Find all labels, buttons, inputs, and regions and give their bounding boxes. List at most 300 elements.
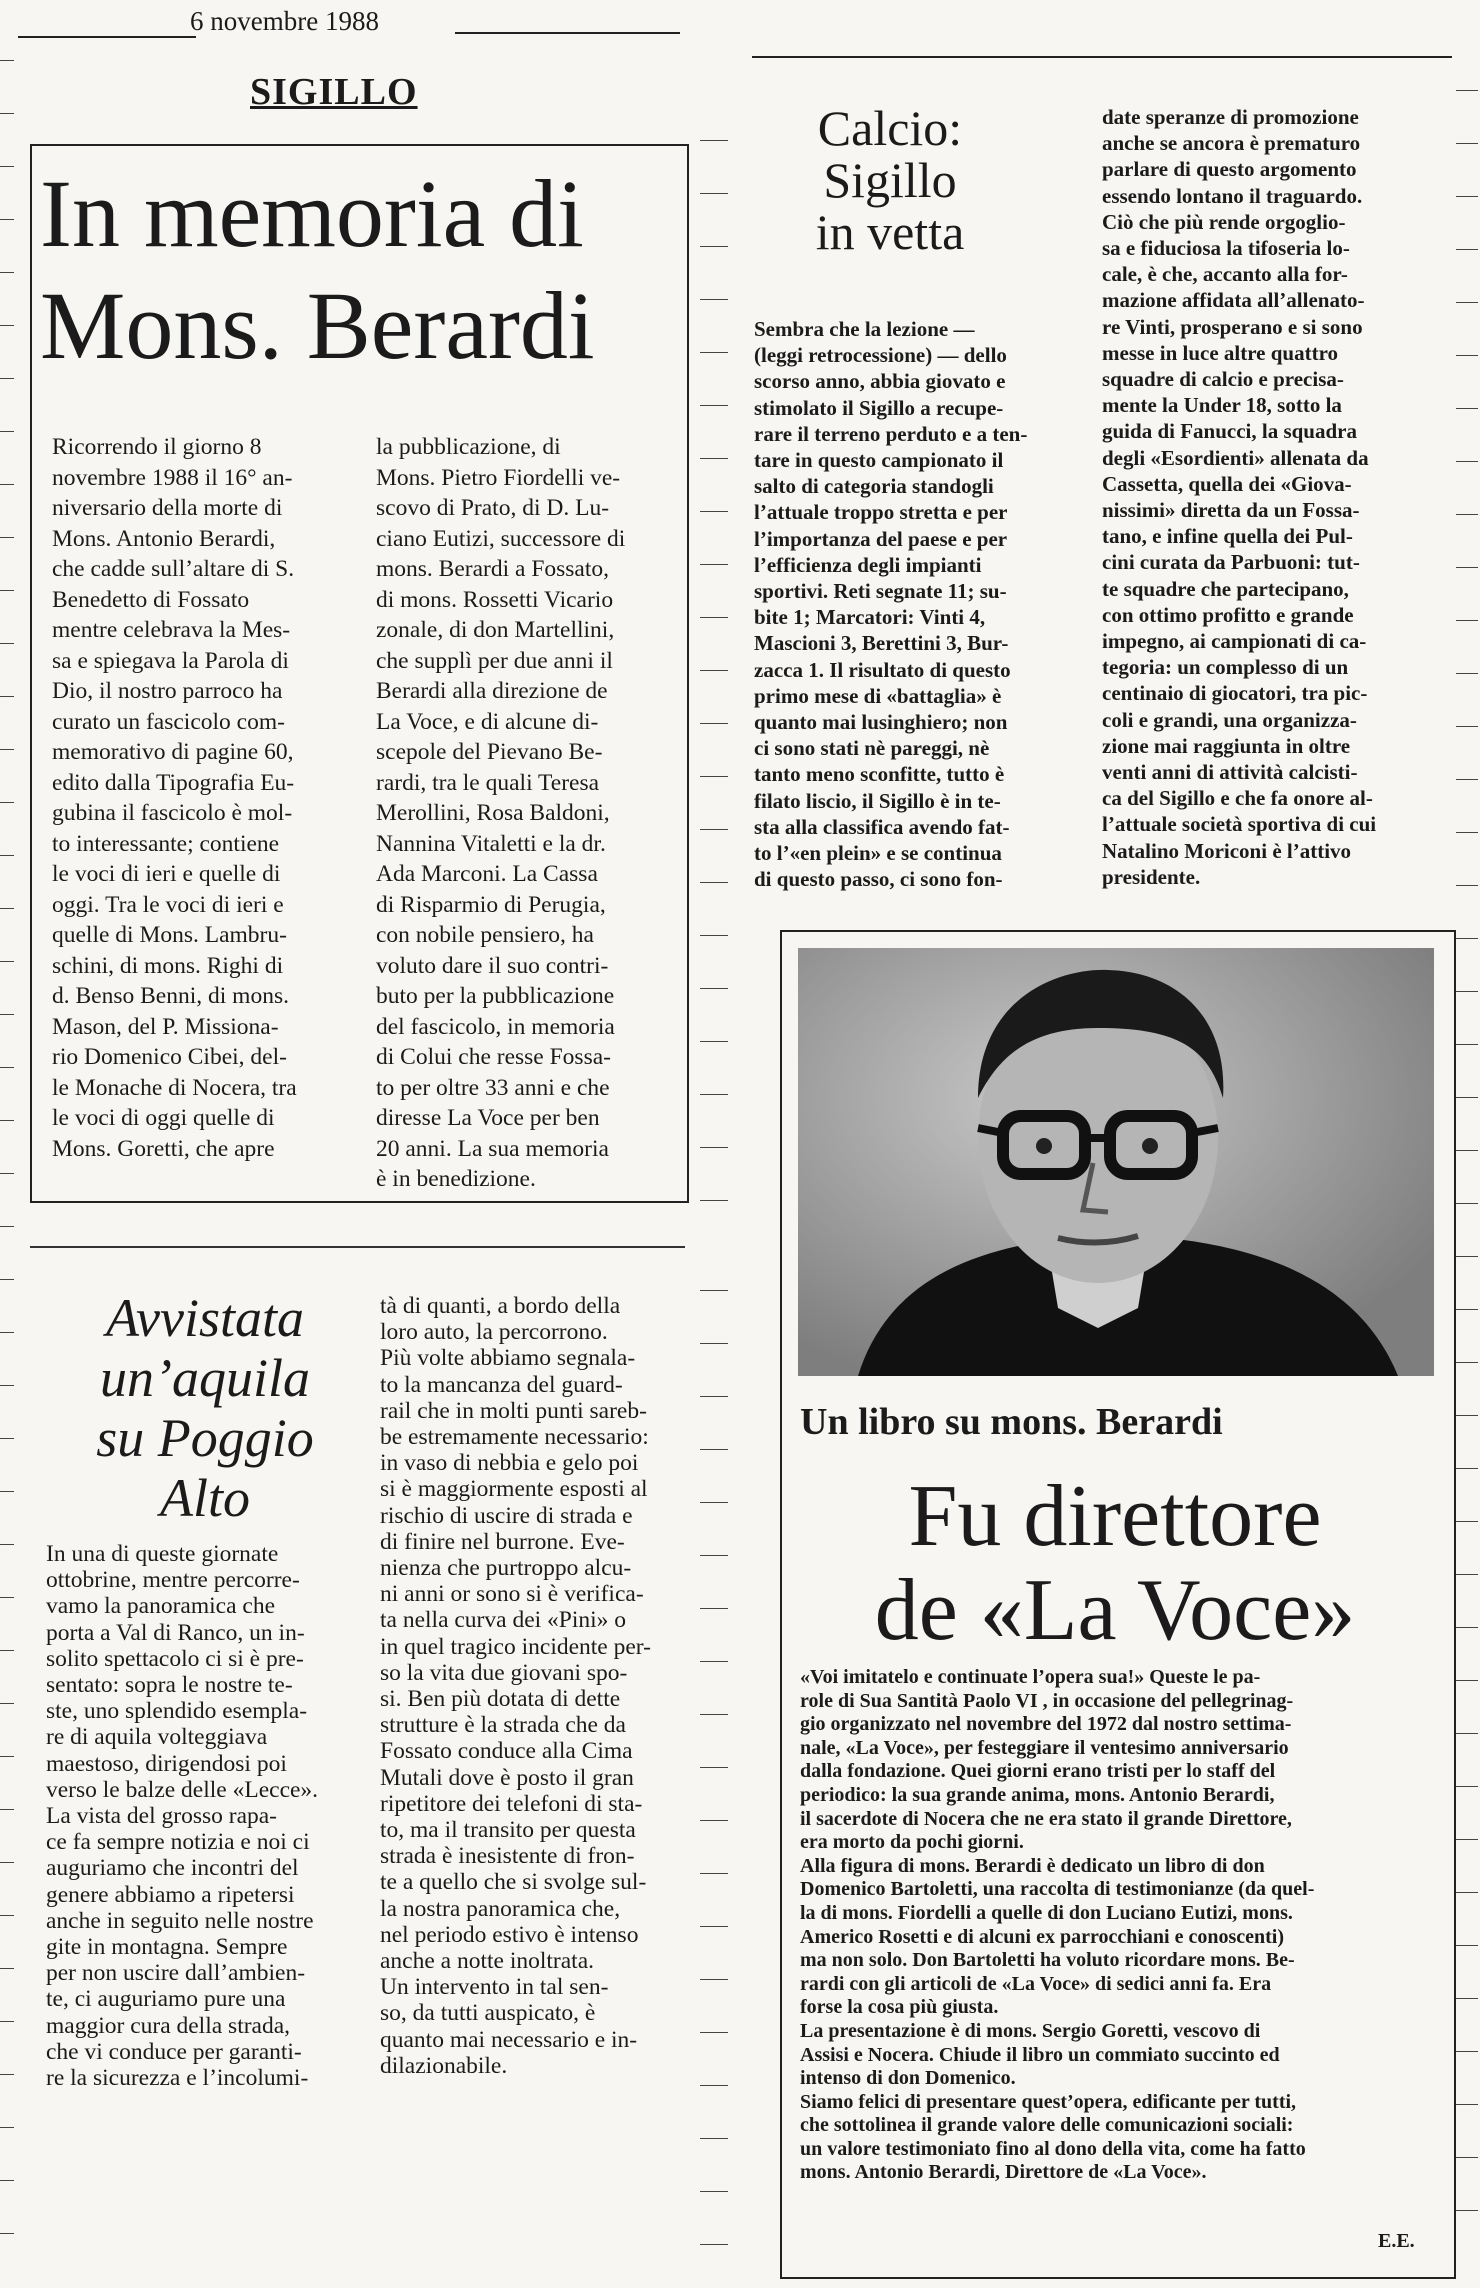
text-line: gite in montagna. Sempre <box>46 1934 288 1961</box>
text-line: ripetitore dei telefoni di sta- <box>380 1790 643 1817</box>
margin-tick <box>1456 143 1478 144</box>
margin-tick <box>700 1094 728 1095</box>
text-line: intenso di don Domenico. <box>800 2067 1016 2090</box>
headline-line: Calcio: <box>817 100 963 156</box>
text-line: che sottolinea il grande valore delle comunicazioni sociali: <box>800 2114 1294 2137</box>
text-line: re la sicurezza e l’incolumi- <box>46 2065 309 2092</box>
text-line: tanto meno sconfitte, tutto è <box>754 762 1005 787</box>
article-column <box>1102 104 1376 890</box>
margin-tick <box>1456 1309 1478 1310</box>
rule <box>18 36 196 38</box>
text-line: oggi. Tra le voci di ieri e <box>52 891 284 918</box>
text-line: ci sono stati nè pareggi, nè <box>754 736 990 761</box>
text-line: centinaio di giocatori, tra pic- <box>1102 681 1368 706</box>
margin-tick <box>1456 514 1478 515</box>
text-line: di questo passo, ci sono fon- <box>754 867 1003 892</box>
text-line: to l’«en plein» e se continua <box>754 841 1002 866</box>
margin-tick <box>0 643 14 644</box>
text-line: periodico: la sua grande anima, mons. Antonio Berardi, <box>800 1783 1275 1806</box>
text-line: salto di categoria standogli <box>754 474 994 499</box>
text-line: che cadde sull’altare di S. <box>52 556 295 582</box>
margin-tick <box>0 272 14 273</box>
text-line: to, ma il transito per questa <box>380 1817 636 1844</box>
text-line: Dio, il nostro parroco ha <box>52 678 283 704</box>
margin-tick <box>1456 1415 1478 1416</box>
text-line: le Monache di Nocera, tra <box>52 1074 297 1101</box>
portrait-photo-icon <box>798 948 1434 1376</box>
date-line: 6 novembre 1988 <box>190 6 379 36</box>
margin-tick <box>700 299 728 300</box>
headline-line: Avvistata <box>106 1288 304 1348</box>
text-line: zione mai raggiunta in oltre <box>1102 733 1351 758</box>
text-line: mons. Berardi a Fossato, <box>376 556 610 582</box>
margin-tick <box>0 1968 14 1969</box>
rule <box>752 56 1452 58</box>
text-line: strada è inesistente di fron- <box>380 1843 635 1870</box>
text-line: mentre celebrava la Mes- <box>52 617 291 643</box>
margin-tick <box>1456 1945 1478 1946</box>
text-line: sportivi. Reti segnate 11; su- <box>754 579 1007 604</box>
text-line: Ada Marconi. La Cassa <box>376 861 598 887</box>
margin-tick <box>1456 1203 1478 1204</box>
margin-tick <box>1456 673 1478 674</box>
article-column <box>46 1541 318 2091</box>
headline-line: de «La Voce» <box>874 1562 1356 1659</box>
margin-tick <box>700 352 728 353</box>
margin-tick <box>1456 408 1478 409</box>
text-line: di Colui che resse Fossa- <box>376 1044 611 1070</box>
text-line: re Vinti, prosperano e si sono <box>1102 314 1363 339</box>
text-line: genere abbiamo a ripetersi <box>46 1881 295 1908</box>
text-line: curato un fascicolo com- <box>52 708 285 735</box>
text-line: di finire nel burrone. Eve- <box>380 1528 625 1555</box>
signature: E.E. <box>1378 2230 1415 2252</box>
text-line: Un intervento in tal sen- <box>380 1974 609 2001</box>
text-line: parlare di questo argomento <box>1102 157 1357 182</box>
text-line: le voci di oggi quelle di <box>52 1105 275 1131</box>
text-line: filato liscio, il Sigillo è in te- <box>754 788 1001 813</box>
text-line: che vi conduce per garanti- <box>46 2038 302 2065</box>
text-line: maestoso, dirigendosi poi <box>46 1750 287 1777</box>
margin-tick <box>700 723 728 724</box>
margin-tick <box>1456 1892 1478 1893</box>
rule <box>455 32 680 34</box>
margin-tick <box>1456 620 1478 621</box>
text-line: ni anni or sono si è verifica- <box>380 1581 644 1608</box>
margin-tick <box>1456 355 1478 356</box>
margin-tick <box>1456 1839 1478 1840</box>
text-line: novembre 1988 il 16° an- <box>52 464 293 491</box>
text-line: anche a notte inoltrata. <box>380 1948 595 1975</box>
margin-tick <box>0 537 14 538</box>
margin-tick <box>1456 938 1478 939</box>
margin-tick <box>0 484 14 485</box>
text-line: squadre di calcio e precisa- <box>1102 367 1344 392</box>
margin-tick <box>700 1873 728 1874</box>
text-line: Ciò che più rende orgoglio- <box>1102 209 1346 234</box>
margin-tick <box>700 511 728 512</box>
margin-tick <box>1456 249 1478 250</box>
headline-direttore <box>795 1470 1435 1658</box>
text-line: mazione affidata all’allenato- <box>1102 288 1365 313</box>
margin-tick <box>700 1555 728 1556</box>
text-line: so la vita due giovani spo- <box>380 1659 628 1686</box>
text-line: tare in questo campionato il <box>754 448 1004 473</box>
text-line: presidente. <box>1102 864 1201 889</box>
text-line: di Risparmio di Perugia, <box>376 891 606 918</box>
margin-tick <box>0 1385 14 1386</box>
margin-tick <box>700 1200 728 1201</box>
text-line: tà di quanti, a bordo della <box>380 1293 621 1319</box>
text-line: buto per la pubblicazione <box>376 983 615 1009</box>
text-line: degli «Esordienti» allenata da <box>1102 445 1369 470</box>
margin-tick <box>0 1756 14 1757</box>
margin-tick <box>0 325 14 326</box>
margin-tick <box>700 1979 728 1980</box>
text-line: La vista del grosso rapa- <box>46 1803 278 1830</box>
margin-tick <box>700 829 728 830</box>
text-line: re di aquila volteggiava <box>46 1724 268 1751</box>
text-line: ste, uno splendido esempla- <box>46 1698 308 1725</box>
text-line: mons. Antonio Berardi, Direttore de «La Voce». <box>800 2161 1207 2184</box>
text-line: Siamo felici di presentare quest’opera, edificante per tutti, <box>800 2090 1297 2113</box>
margin-tick <box>0 2074 14 2075</box>
margin-tick <box>0 1915 14 1916</box>
headline-line: Mons. Berardi <box>40 272 595 379</box>
text-line: strutture è la strada che da <box>380 1712 626 1739</box>
margin-tick <box>700 1502 728 1503</box>
headline-line: in vetta <box>815 204 965 260</box>
margin-tick <box>0 855 14 856</box>
margin-tick <box>700 670 728 671</box>
text-line: ciano Eutizi, successore di <box>376 525 626 552</box>
text-line: anche se ancora è prematuro <box>1102 131 1361 156</box>
text-line: Fossato conduce alla Cima <box>380 1738 633 1765</box>
text-line: del fascicolo, in memoria <box>376 1013 615 1040</box>
margin-tick <box>0 1120 14 1121</box>
text-line: Berardi alla direzione de <box>376 678 608 704</box>
text-line: memorativo di pagine 60, <box>52 739 294 765</box>
text-line: (leggi retrocessione) — dello <box>754 343 1007 368</box>
text-line: te, ci auguriamo pure una <box>46 1986 286 2013</box>
margin-tick <box>0 60 14 61</box>
text-line: venti anni di attività calcisti- <box>1102 760 1358 785</box>
text-line: mente la Under 18, sotto la <box>1102 393 1342 418</box>
text-line: Mutali dove è posto il gran <box>380 1764 634 1791</box>
text-line: rardi con gli articoli de «La Voce» di sedici anni fa. Era <box>800 1972 1272 1995</box>
text-line: ottobrine, mentre percorre- <box>46 1567 300 1594</box>
kicker: Un libro su mons. Berardi <box>800 1401 1223 1443</box>
text-line: nel periodo estivo è intenso <box>380 1921 639 1948</box>
text-line: Sembra che la lezione — <box>754 317 975 341</box>
margin-tick <box>700 1343 728 1344</box>
text-line: rardi, tra le quali Teresa <box>376 769 600 796</box>
headline-memoria <box>40 158 680 382</box>
text-line: rischio di uscire di strada e <box>380 1502 633 1529</box>
text-line: diresse La Voce per ben <box>376 1105 600 1131</box>
text-line: Nannina Vitaletti e la dr. <box>376 830 606 857</box>
margin-tick <box>1456 832 1478 833</box>
margin-tick <box>700 1041 728 1042</box>
text-line: sentato: sopra le nostre te- <box>46 1672 293 1699</box>
text-line: role di Sua Santità Paolo VI , in occasione del pellegrinag- <box>800 1689 1294 1712</box>
margin-tick <box>0 431 14 432</box>
text-line: essendo lontano il traguardo. <box>1102 183 1363 208</box>
text-line: la di mons. Fiordelli a quelle di don Luciano Eutizi, mons. <box>800 1901 1293 1924</box>
portrait-photo <box>798 948 1434 1376</box>
text-line: auguriamo che incontri del <box>46 1855 299 1882</box>
text-line: si è maggiormente esposti al <box>380 1476 648 1503</box>
headline-line: su Poggio <box>96 1408 314 1468</box>
text-line: nissimi» diretta da un Fossa- <box>1102 498 1360 523</box>
text-line: gio organizzato nel novembre del 1972 dal nostro settima- <box>800 1713 1292 1736</box>
margin-tick <box>700 2085 728 2086</box>
rule <box>30 1246 685 1248</box>
margin-tick <box>700 1147 728 1148</box>
text-line: Americo Rosetti e di alcuni ex parrocchiani e conoscenti) <box>800 1925 1284 1948</box>
text-line: La Voce, e di alcune di- <box>376 708 599 735</box>
text-line: solito spettacolo ci si è pre- <box>46 1645 304 1672</box>
text-line: zacca 1. Il risultato di questo <box>754 657 1011 682</box>
text-line: la pubblicazione, di <box>376 434 561 460</box>
margin-tick <box>1456 1256 1478 1257</box>
text-line: che supplì per due anni il <box>376 647 613 674</box>
text-line: to interessante; contiene <box>52 830 280 857</box>
text-line: Mons. Antonio Berardi, <box>52 525 276 552</box>
text-line: con ottimo profitto e grande <box>1102 602 1354 627</box>
article-column <box>754 316 1027 892</box>
margin-tick <box>0 696 14 697</box>
text-line: d. Benso Benni, di mons. <box>52 983 289 1009</box>
text-line: è in benedizione. <box>376 1166 536 1192</box>
text-line: l’attuale troppo stretta e per <box>754 500 1008 525</box>
margin-tick <box>0 378 14 379</box>
margin-tick <box>1456 1680 1478 1681</box>
margin-tick <box>0 1014 14 1015</box>
margin-tick <box>0 590 14 591</box>
text-line: cini curata da Parbuoni: tut- <box>1102 550 1360 575</box>
text-line: ca del Sigillo e che fa onore al- <box>1102 786 1373 811</box>
margin-tick <box>1456 2210 1478 2211</box>
margin-tick <box>1456 1786 1478 1787</box>
text-line: cale, è che, accanto alla for- <box>1102 262 1348 287</box>
text-line: le voci di ieri e quelle di <box>52 861 281 887</box>
text-line: ce fa sempre notizia e noi ci <box>46 1829 310 1856</box>
margin-tick <box>0 113 14 114</box>
text-line: rail che in molti punti sareb- <box>380 1397 647 1424</box>
text-line: be estremamente necessario: <box>380 1424 649 1451</box>
text-line: in quel tragico incidente per- <box>380 1633 651 1660</box>
text-line: l’importanza del paese e per <box>754 526 1008 551</box>
margin-tick <box>1456 1733 1478 1734</box>
text-line: quanto mai lusinghiero; non <box>754 710 1008 735</box>
text-line: bite 1; Marcatori: Vinti 4, <box>754 605 986 630</box>
margin-tick <box>700 405 728 406</box>
headline-line: In memoria di <box>40 160 584 267</box>
margin-tick <box>1456 779 1478 780</box>
margin-tick <box>1456 461 1478 462</box>
margin-tick <box>1456 1044 1478 1045</box>
text-line: gubina il fascicolo è mol- <box>52 800 293 826</box>
text-line: to la mancanza del guard- <box>380 1371 623 1398</box>
margin-tick <box>1456 1097 1478 1098</box>
margin-tick <box>0 802 14 803</box>
margin-tick <box>700 2032 728 2033</box>
text-line: era morto da pochi giorni. <box>800 1831 1024 1854</box>
text-line: stimolato il Sigillo a recupe- <box>754 395 1004 420</box>
text-line: Più volte abbiamo segnala- <box>380 1345 636 1372</box>
text-line: la nostra panoramica che, <box>380 1895 621 1922</box>
margin-tick <box>1456 2104 1478 2105</box>
margin-tick <box>1456 1468 1478 1469</box>
text-line: Mons. Pietro Fiordelli ve- <box>376 464 621 491</box>
margin-tick <box>0 1597 14 1598</box>
margin-tick <box>0 2180 14 2181</box>
text-line: te a quello che si svolge sul- <box>380 1869 647 1896</box>
text-line: sa e fiduciosa la tifoseria lo- <box>1102 236 1350 261</box>
headline-aquila <box>40 1288 370 1528</box>
headline-line: un’aquila <box>100 1348 310 1408</box>
margin-tick <box>0 2127 14 2128</box>
text-line: te squadre che partecipano, <box>1102 576 1349 601</box>
text-line: Benedetto di Fossato <box>52 586 250 613</box>
text-line: scorso anno, abbia giovato e <box>754 369 1006 394</box>
text-line: so, da tutti auspicato, è <box>380 2000 596 2027</box>
margin-tick <box>1456 302 1478 303</box>
text-line: La presentazione è di mons. Sergio Goretti, vescovo di <box>800 2019 1261 2042</box>
margin-tick <box>0 961 14 962</box>
text-line: Alla figura di mons. Berardi è dedicato un libro di don <box>800 1854 1265 1877</box>
margin-tick <box>0 1703 14 1704</box>
text-line: porta a Val di Ranco, un in- <box>46 1619 305 1646</box>
margin-tick <box>0 1332 14 1333</box>
margin-tick <box>1456 90 1478 91</box>
text-line: voluto dare il suo contri- <box>376 952 609 979</box>
text-line: dilazionabile. <box>380 2052 508 2079</box>
margin-tick <box>0 1226 14 1227</box>
text-line: nale, «La Voce», per festeggiare il ventesimo anniversario <box>800 1736 1289 1759</box>
margin-tick <box>700 140 728 141</box>
text-line: 20 anni. La sua memoria <box>376 1135 609 1162</box>
margin-tick <box>0 1650 14 1651</box>
text-line: date speranze di promozione <box>1102 105 1359 129</box>
text-line: l’efficienza degli impianti <box>754 552 982 577</box>
margin-tick <box>1456 726 1478 727</box>
margin-tick <box>1456 1521 1478 1522</box>
text-line: impegno, ai campionati di ca- <box>1102 629 1367 654</box>
margin-tick <box>700 1290 728 1291</box>
text-line: scepole del Pievano Be- <box>376 739 603 765</box>
text-line: rio Domenico Cibei, del- <box>52 1044 287 1070</box>
text-line: Natalino Moriconi è l’attivo <box>1102 838 1352 863</box>
text-line: l’attuale società sportiva di cui <box>1102 812 1377 837</box>
margin-tick <box>700 1820 728 1821</box>
text-line: Mascioni 3, Berettini 3, Bur- <box>754 631 1009 656</box>
article-column <box>376 432 625 1195</box>
text-line: tegoria: un complesso di un <box>1102 655 1349 680</box>
margin-tick <box>700 1926 728 1927</box>
margin-tick <box>700 246 728 247</box>
margin-tick <box>0 749 14 750</box>
margin-tick <box>0 219 14 220</box>
text-line: messe in luce altre quattro <box>1102 340 1339 365</box>
margin-tick <box>1456 567 1478 568</box>
margin-tick <box>0 1544 14 1545</box>
text-line: Merollini, Rosa Baldoni, <box>376 800 610 826</box>
margin-tick <box>0 166 14 167</box>
margin-tick <box>0 1491 14 1492</box>
article-column <box>52 432 297 1164</box>
text-line: ta nella curva dei «Pini» o <box>380 1607 627 1634</box>
headline-calcio <box>780 102 1000 258</box>
margin-tick <box>1456 1362 1478 1363</box>
text-line: verso le balze delle «Lecce». <box>46 1776 319 1803</box>
text-line: con nobile pensiero, ha <box>376 922 594 948</box>
text-line: maggior cura della strada, <box>46 2012 291 2039</box>
text-line: vamo la panoramica che <box>46 1593 276 1620</box>
text-line: Assisi e Nocera. Chiude il libro un commiato succinto ed <box>800 2043 1280 2066</box>
margin-tick <box>700 2138 728 2139</box>
text-line: Ricorrendo il giorno 8 <box>52 434 262 460</box>
margin-tick <box>0 1862 14 1863</box>
text-line: si. Ben più dotata di dette <box>380 1686 621 1713</box>
text-line: quelle di Mons. Lambru- <box>52 922 287 948</box>
text-line: to per oltre 33 anni e che <box>376 1074 610 1101</box>
margin-tick <box>700 988 728 989</box>
text-line: per non uscire dall’ambien- <box>46 1960 306 1987</box>
margin-tick <box>700 564 728 565</box>
margin-tick <box>1456 1998 1478 1999</box>
margin-tick <box>700 1661 728 1662</box>
text-line: loro auto, la percorrono. <box>380 1319 608 1346</box>
margin-tick <box>1456 2051 1478 2052</box>
text-line: forse la cosa più giusta. <box>800 1996 999 2019</box>
text-line: quanto mai necessario e in- <box>380 2026 638 2053</box>
margin-tick <box>1456 991 1478 992</box>
text-line: primo mese di «battaglia» è <box>754 683 1002 708</box>
margin-tick <box>700 1608 728 1609</box>
text-line: In una di queste giornate <box>46 1541 279 1567</box>
text-line: Domenico Bartoletti, una raccolta di testimonianze (da quel- <box>800 1878 1315 1901</box>
margin-tick <box>1456 1150 1478 1151</box>
margin-tick <box>0 1809 14 1810</box>
margin-tick <box>700 1767 728 1768</box>
text-line: «Voi imitatelo e continuate l’opera sua!» Queste le pa- <box>800 1666 1261 1688</box>
text-line: ma non solo. Don Bartoletti ha voluto ricordare mons. Be- <box>800 1949 1295 1972</box>
text-line: rare il terreno perduto e a ten- <box>754 421 1028 446</box>
margin-tick <box>0 2233 14 2234</box>
text-line: niversario della morte di <box>52 495 283 521</box>
headline-line: Sigillo <box>823 152 957 208</box>
text-line: Mons. Goretti, che apre <box>52 1135 275 1162</box>
text-line: in vaso di nebbia e gelo poi <box>380 1450 639 1477</box>
section-title: SIGILLO <box>250 71 418 113</box>
margin-tick <box>0 1438 14 1439</box>
margin-tick <box>700 617 728 618</box>
margin-tick <box>1456 196 1478 197</box>
margin-tick <box>1456 2157 1478 2158</box>
text-line: dalla fondazione. Quei giorni erano tristi per lo staff del <box>800 1760 1276 1783</box>
text-line: schini, di mons. Righi di <box>52 952 284 979</box>
text-line: di mons. Rossetti Vicario <box>376 586 614 613</box>
text-line: sa e spiegava la Parola di <box>52 647 289 674</box>
margin-tick <box>0 1279 14 1280</box>
margin-tick <box>700 1396 728 1397</box>
text-line: Mason, del P. Missiona- <box>52 1013 279 1040</box>
margin-tick <box>700 458 728 459</box>
margin-tick <box>700 1449 728 1450</box>
margin-tick <box>700 193 728 194</box>
